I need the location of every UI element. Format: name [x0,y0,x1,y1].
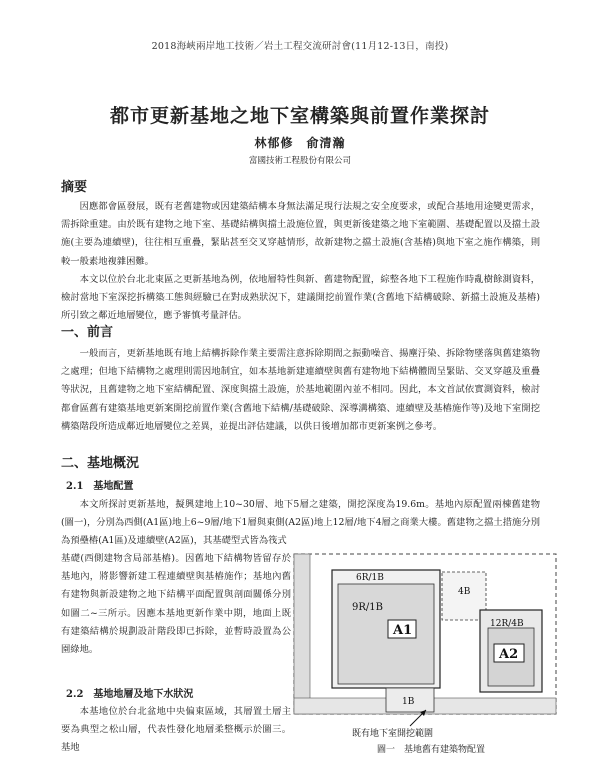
section-1-heading: 一、前言 [61,325,114,340]
label-6r1b: 6R/1B [356,573,384,583]
section-2-heading: 二、基地概況 [61,456,140,471]
paper-authors: 林郁修 俞清瀚 [254,136,346,150]
a1-basement [338,584,434,684]
label-a2: A2 [499,647,519,662]
paper-title: 都市更新基地之地下室構築與前置作業探討 [109,105,490,127]
abstract-body [61,198,540,325]
running-header: 2018海峽兩岸地工技術／岩土工程交流研討會(11月12-13日，南投) [151,41,449,52]
section-2-1-paragraph: 本文所探討更新基地，擬興建地上10~30層、地下5層之建築，開挖深度為19.6m。基地內原配置兩棟舊建物(圖一)，分別為西側(A1區)地上6~9層/地下1層與東側(A2區)地上12層/地下4層之商業大樓。舊建物之擋土措施分別為預壘樁(A1區)及連續壁(A2區)，其基礎型式皆為筏式 [61,499,540,547]
figure-annotation: 既有地下室開挖範圍 [352,729,434,739]
label-1b: 1B [402,697,415,707]
section-2-1-paragraph-cont: 基礎(西側建物含局部基樁)。因舊地下結構物皆留存於基地內，將影響新建工程連續壁與基樁施作；基地內舊有建物與新設建物之地下結構平面配置與剖面關係分別如圖二~三所示。因應本基地更新作業中期，地面上既有建築結構於規劃設計階段即已拆除，並暫時設置為公園綠地。 [61,553,291,656]
adjacent-hatch-left [294,554,310,714]
label-4b: 4B [458,587,471,597]
section-2-1-heading: 2.1 基地配置 [66,481,134,492]
section-1-paragraph: 一般而言，更新基地既有地上結構拆除作業主要需注意拆除期間之振動噪音、揚塵汙染、拆除物墜落與舊建築物之處理；但地下結構物之處理則需因地制宜，如本基地新建連續壁與舊有建物地下結構體間呈緊貼、交叉穿越及重疊等狀況，且舊建物之地下室結構配置、深度與擋土設施，於基地範圍內並不相同。因此，本文首試依實測資料，檢討都會區舊有建築基地更新案開挖前置作業(含舊地下結構/基礎破除、深導溝構築、連續壁及基樁施作等)及地下室開挖構築階段所造成鄰近地層變位之差異，並提出評估建議，以供日後增加都市更新案例之參考。 [61,348,540,432]
label-a1: A1 [393,623,413,638]
abstract-paragraph-1: 因應都會區發展，既有老舊建物或因建築結構本身無法滿足現行法規之安全度要求，或配合基地用途變更需求，需拆除重建。由於既有建物之地下室、基礎結構與擋土設施位置，與更新後建築之地下室範圍、基礎配置以及擋土設施(主要為連續壁)，往往相互重疊，緊貼甚至交叉穿越情形，故新建物之擋土設施(含基樁)與地下室之施作構築，則較一般素地複雜困難。 [61,201,540,267]
section-2-2-heading: 2.2 基地地層及地下水狀況 [66,689,194,700]
section-2-1-body-full [61,496,540,551]
figure-1-site-plan [292,548,562,740]
figure-1-caption: 圖一 基地舊有建築物配置 [376,745,485,755]
section-1-body [61,345,540,436]
section-2-1-body-narrow [61,550,291,659]
section-2-2-body [61,703,291,758]
section-2-2-paragraph: 本基地位於台北盆地中央偏東區域，其層置土層主要為典型之松山層，代表性發化地層柔整概示於圖三。基地 [61,706,291,754]
author-affiliation: 富國技術工程股份有限公司 [248,156,351,166]
abstract-heading: 摘要 [61,180,88,195]
label-12r4b: 12R/4B [490,619,524,629]
abstract-paragraph-2: 本文以位於台北北東區之更新基地為例，依地層特性與新、舊建物配置，綜整各地下工程施作時亂樹餘測資料，檢討當地下室深挖拆構築工態與經驗已在對成熟狀況下，建議開挖前置作業(含舊地下結構破除、新擋土設施及基樁)所引致之鄰近地層變位，應予審慎考量評估。 [61,273,540,322]
label-9r1b: 9R/1B [352,602,383,613]
